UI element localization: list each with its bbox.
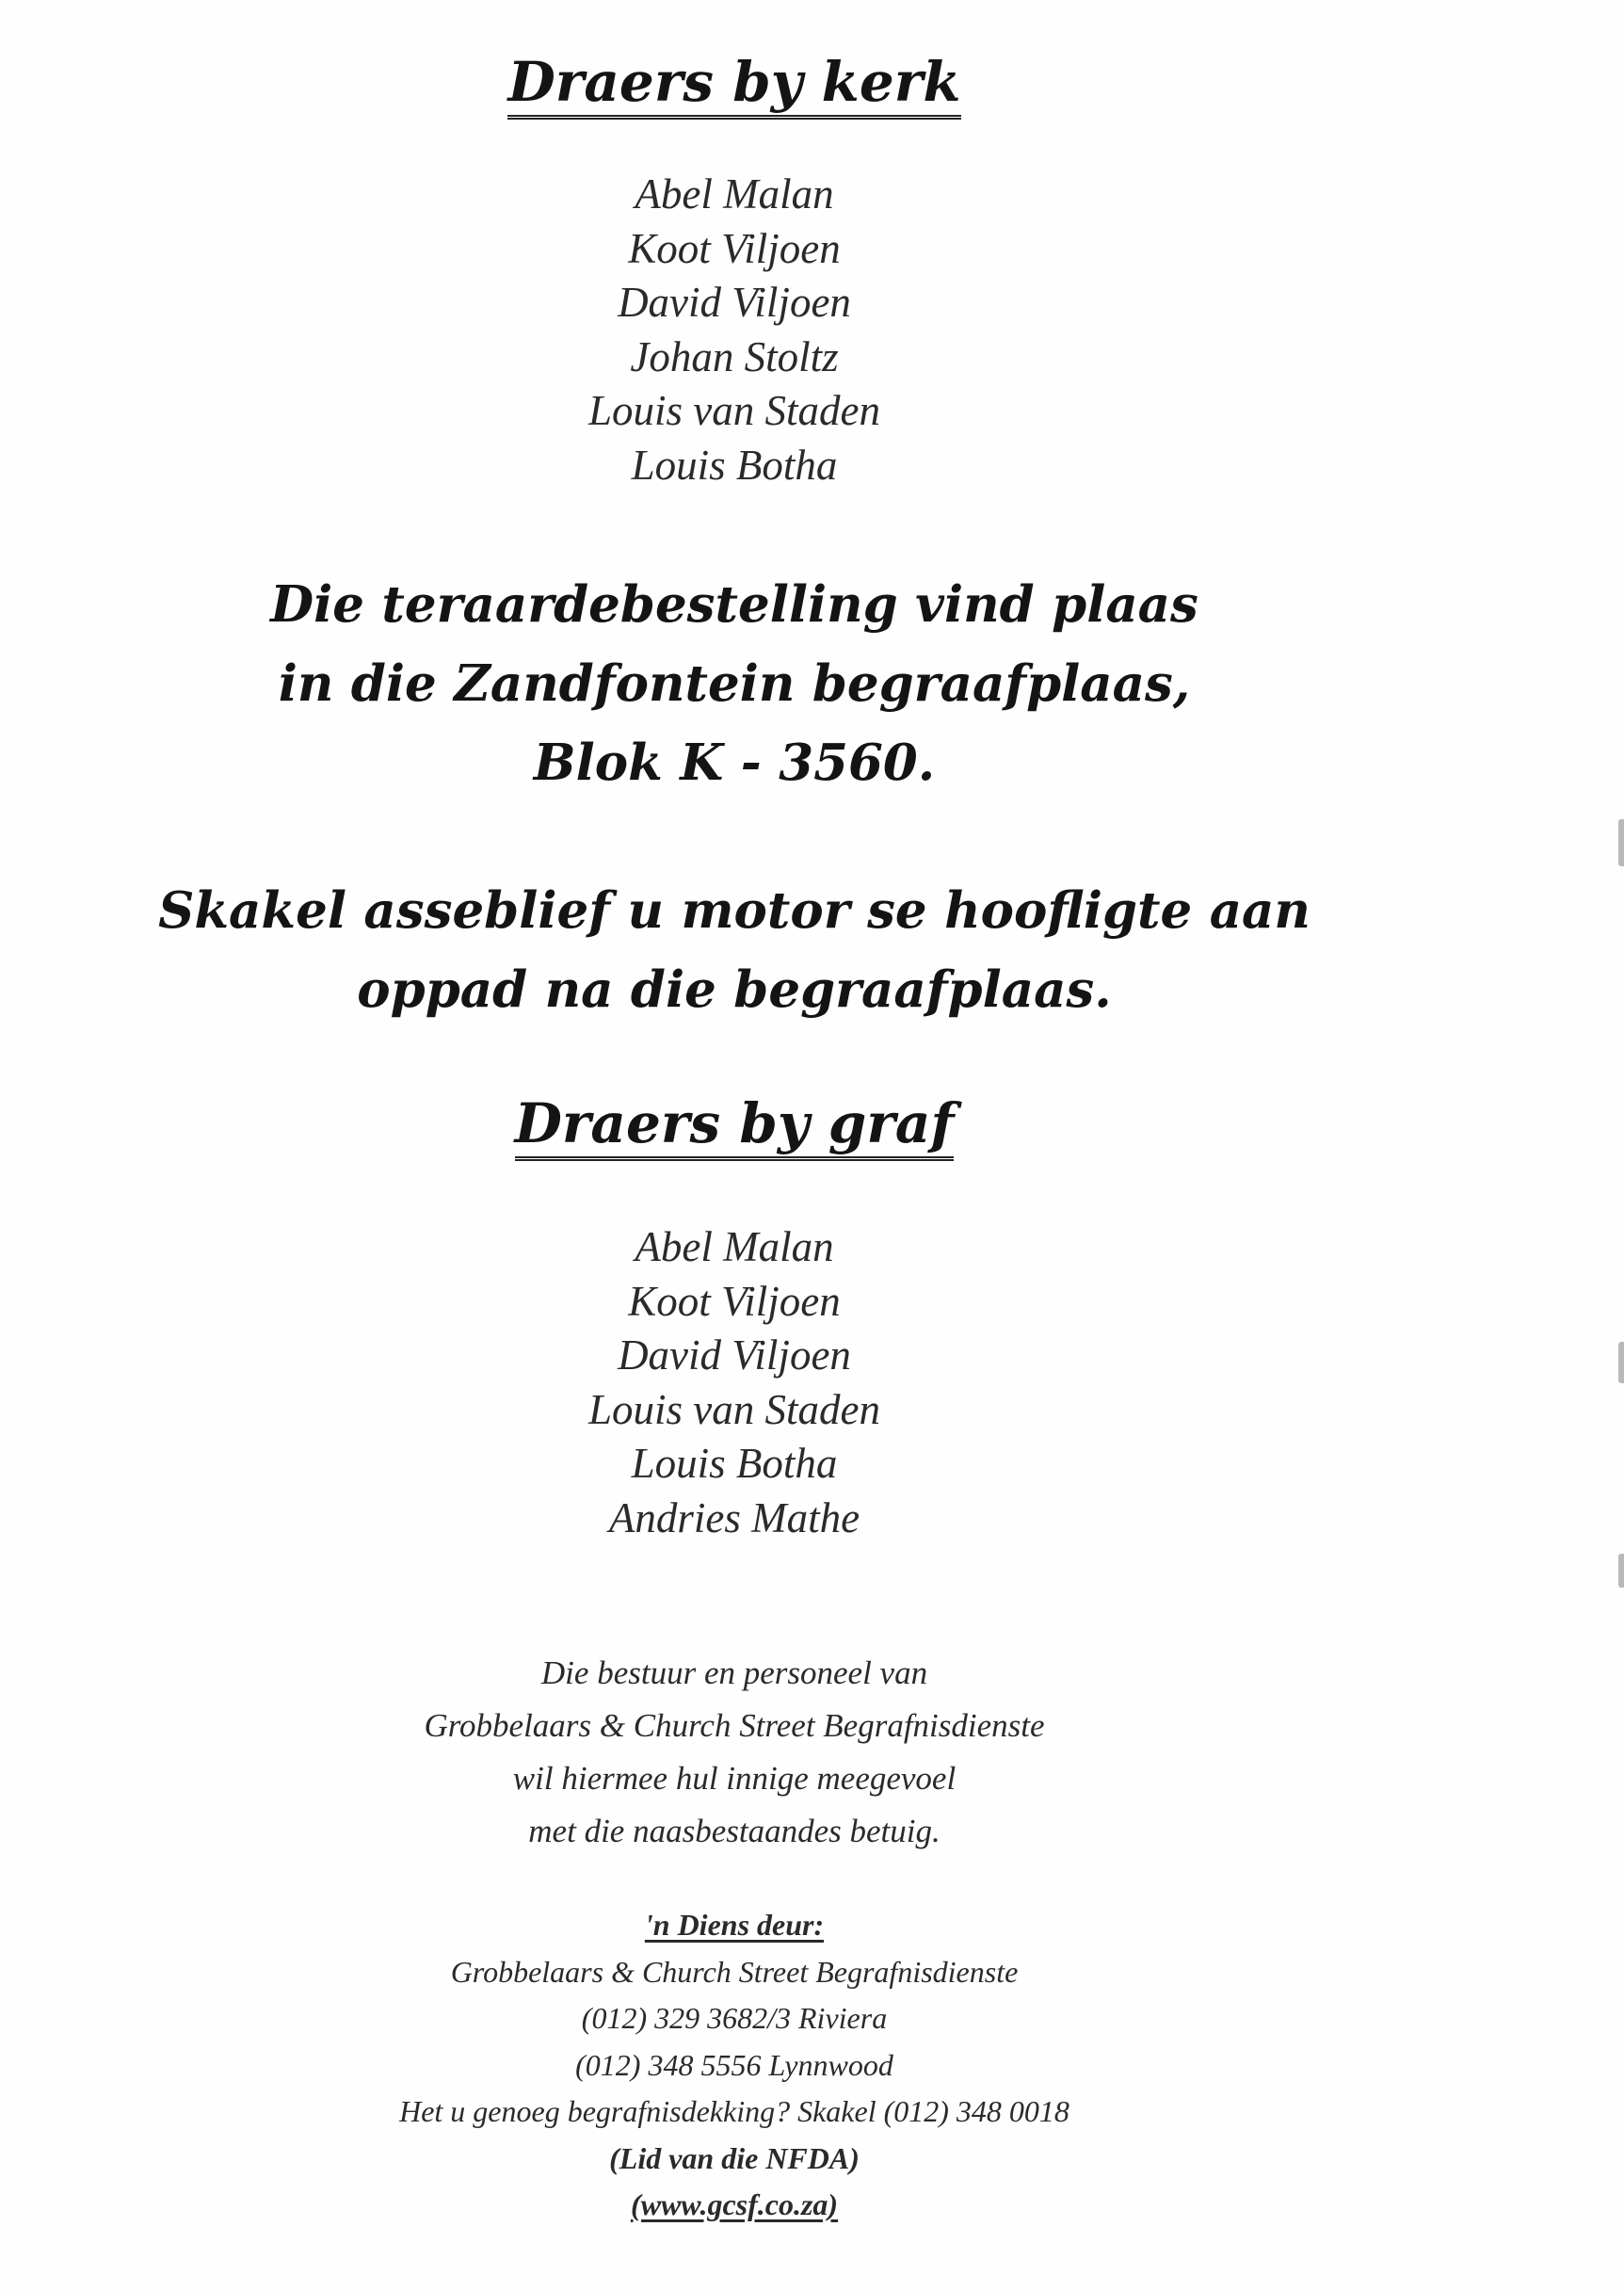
- burial-notice-line: in die Zandfontein begraafplaas,: [278, 654, 1191, 713]
- service-phone-riviera: (012) 329 3682/3 Riviera: [581, 2001, 888, 2035]
- burial-notice: [0, 565, 1469, 802]
- page-edge-mark: [1618, 1342, 1624, 1383]
- grave-bearer-name: Koot Viljoen: [628, 1277, 841, 1325]
- condolence-message: [0, 1647, 1469, 1858]
- service-coverage: Het u genoeg begrafnisdekking? Skakel (012) 348 0018: [399, 2094, 1069, 2128]
- church-bearer-name: Abel Malan: [635, 170, 834, 218]
- page-edge-mark: [1618, 1554, 1624, 1588]
- service-phone-lynnwood: (012) 348 5556 Lynnwood: [575, 2047, 893, 2082]
- church-bearer-name: David Viljoen: [618, 279, 851, 326]
- headlights-notice-line: Skakel asseblief u motor se hoofligte aan: [158, 881, 1310, 940]
- grave-bearers-heading: Draers by graf: [0, 1090, 1469, 1161]
- grave-bearer-name: Louis van Staden: [588, 1385, 880, 1433]
- burial-notice-line: Die teraardebestelling vind plaas: [270, 575, 1198, 634]
- service-website-link[interactable]: (www.gcsf.co.za): [630, 2187, 839, 2221]
- grave-bearer-name: Andries Mathe: [608, 1493, 860, 1541]
- church-bearers-list: [0, 168, 1469, 492]
- grave-bearers-list: [0, 1220, 1469, 1545]
- service-membership: (Lid van die NFDA): [609, 2140, 860, 2175]
- church-bearer-name: Koot Viljoen: [628, 224, 841, 272]
- condolence-line: Die bestuur en personeel van: [540, 1654, 928, 1691]
- condolence-line: Grobbelaars & Church Street Begrafnisdienste: [424, 1707, 1045, 1744]
- grave-bearer-name: David Viljoen: [618, 1331, 851, 1379]
- condolence-line: met die naasbestaandes betuig.: [528, 1813, 941, 1849]
- condolence-line: wil hiermee hul innige meegevoel: [512, 1760, 957, 1797]
- service-company: Grobbelaars & Church Street Begrafnisdienste: [450, 1954, 1019, 1989]
- church-bearer-name: Louis Botha: [631, 441, 838, 489]
- grave-bearer-name: Louis Botha: [631, 1440, 838, 1487]
- page-edge-mark: [1618, 819, 1624, 866]
- church-bearer-name: Johan Stoltz: [630, 332, 839, 380]
- church-bearer-name: Louis van Staden: [588, 387, 880, 434]
- headlights-notice: [0, 871, 1469, 1029]
- service-info: [0, 1902, 1469, 2229]
- service-title: 'n Diens deur:: [644, 1908, 825, 1942]
- church-bearers-heading: Draers by kerk: [0, 49, 1469, 120]
- headlights-notice-line: oppad na die begraafplaas.: [357, 960, 1112, 1019]
- grave-bearer-name: Abel Malan: [635, 1223, 834, 1270]
- burial-notice-line: Blok K - 3560.: [533, 734, 936, 792]
